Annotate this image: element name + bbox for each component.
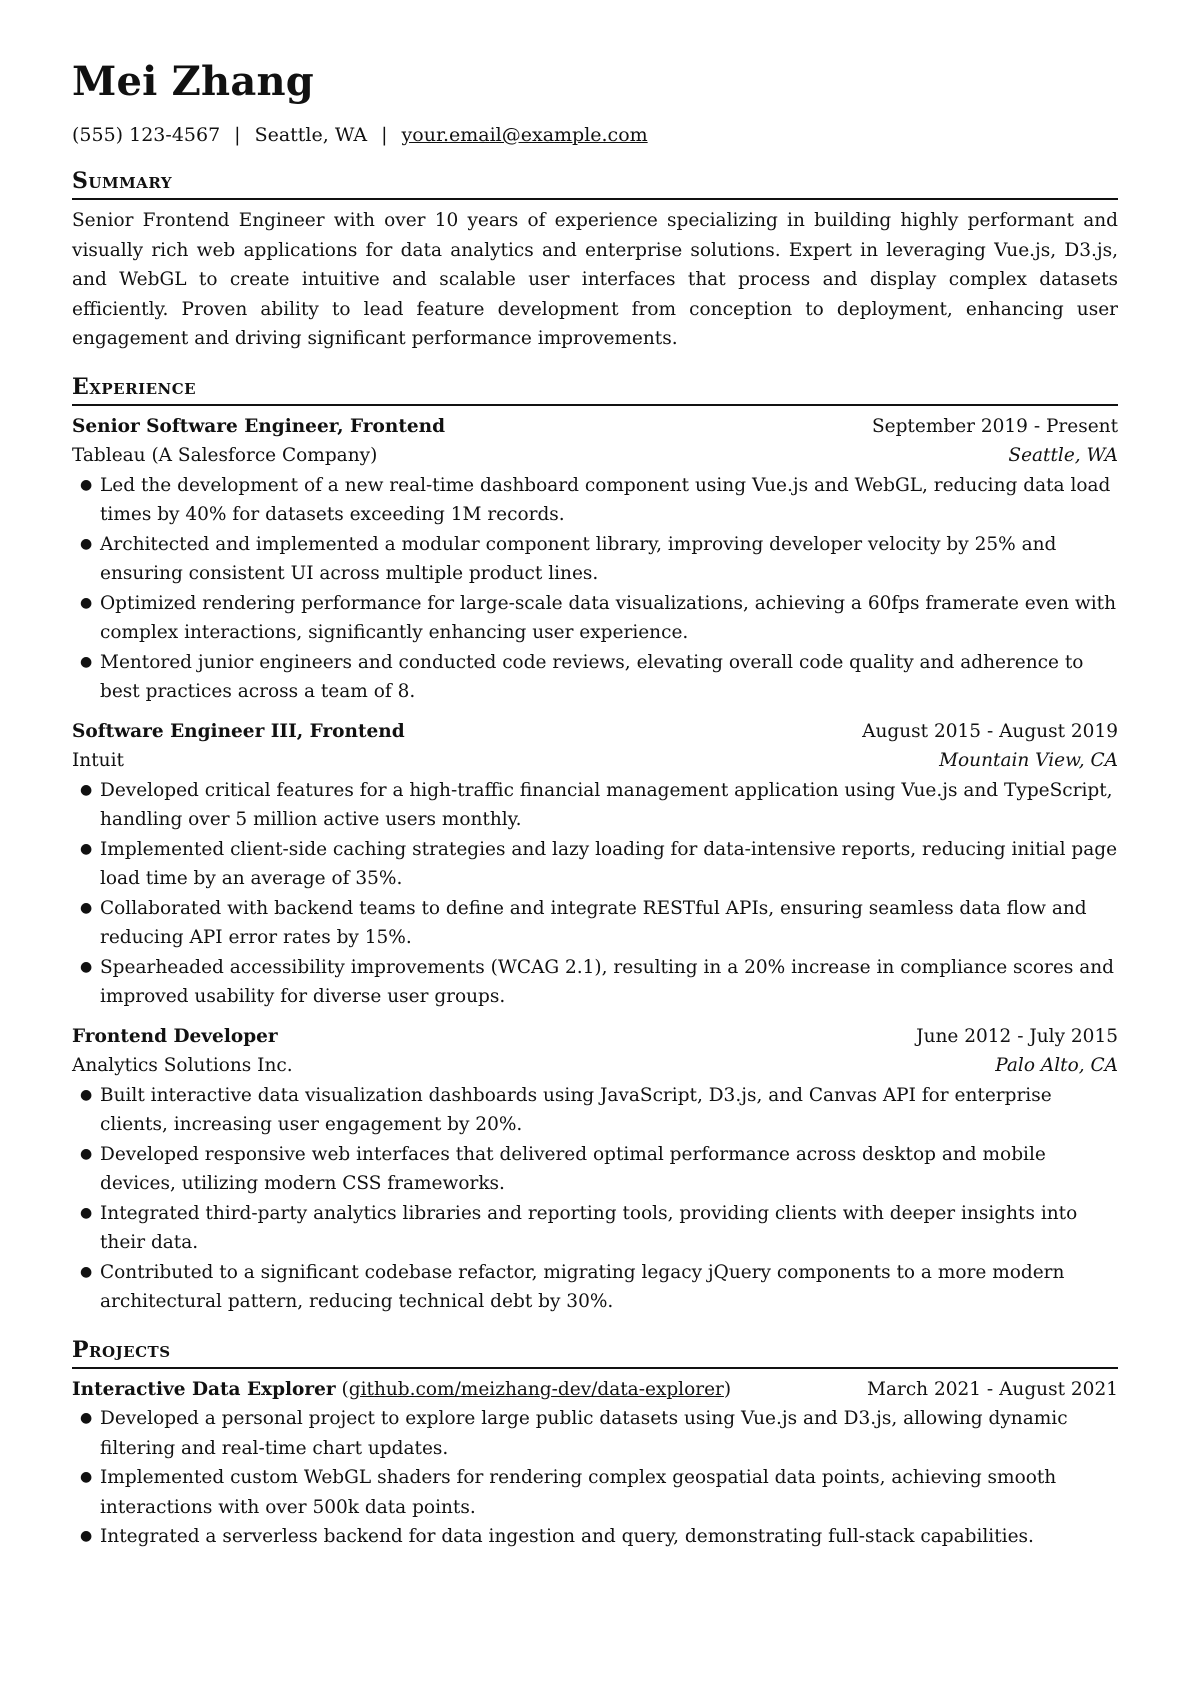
- job-location: Palo Alto, CA: [995, 1055, 1118, 1076]
- contact-separator: |: [234, 124, 241, 146]
- home-location: Seattle, WA: [254, 124, 368, 146]
- bullet-item: ● Spearheaded accessibility improvements (WCAG 2.1), resulting in a 20% increase in compliance scores and improved usability for diverse user groups.: [72, 953, 1118, 1012]
- bullet-dot-icon: ●: [80, 1086, 93, 1103]
- job-dates: August 2015 - August 2019: [862, 720, 1118, 742]
- project-repo-link[interactable]: github.com/meizhang-dev/data-explorer: [348, 1378, 724, 1400]
- bullet-item: ● Implemented client-side caching strategies and lazy loading for data-intensive reports, reducing initial page load time by an average of 35%.: [72, 835, 1118, 894]
- project-entry: [72, 1375, 1118, 1552]
- bullet-item: ● Collaborated with backend teams to define and integrate RESTful APIs, ensuring seamless data flow and reducing API error rates by 15%.: [72, 894, 1118, 953]
- job-location: Mountain View, CA: [939, 750, 1118, 771]
- bullet-dot-icon: ●: [80, 535, 93, 552]
- project-link-close-paren: ): [723, 1378, 732, 1400]
- bullet-dot-icon: ●: [80, 594, 93, 611]
- project-title: Interactive Data Explorer: [72, 1378, 336, 1400]
- contact-separator: |: [381, 124, 388, 146]
- job-bullets: [72, 776, 1118, 1012]
- bullet-dot-icon: ●: [80, 1410, 93, 1426]
- resume-header: [72, 56, 1118, 148]
- bullet-item: ● Built interactive data visualization dashboards using JavaScript, D3.js, and Canvas API for enterprise clients, increasing user engagement by 20%.: [72, 1081, 1118, 1140]
- job-dates: September 2019 - Present: [871, 415, 1118, 437]
- projects-section: [72, 1335, 1118, 1552]
- experience-section: [72, 372, 1118, 1317]
- bullet-dot-icon: ●: [80, 781, 93, 798]
- bullet-dot-icon: ●: [80, 1204, 93, 1221]
- bullet-dot-icon: ●: [80, 1528, 93, 1544]
- company-name: Intuit: [72, 750, 124, 771]
- bullet-item: ● Optimized rendering performance for large-scale data visualizations, achieving a 60fps framerate even with complex interactions, significantly enhancing user experience.: [72, 589, 1118, 648]
- bullet-item: ● Developed critical features for a high-traffic financial management application using Vue.js and TypeScript, handling over 5 million active users monthly.: [72, 776, 1118, 835]
- bullet-item: ● Developed responsive web interfaces that delivered optimal performance across desktop and mobile devices, utilizing modern CSS frameworks.: [72, 1140, 1118, 1199]
- project-heading: [72, 1375, 731, 1405]
- email-link[interactable]: your.email@example.com: [401, 124, 648, 146]
- bullet-item: ● Integrated a serverless backend for data ingestion and query, demonstrating full-stack capabilities.: [72, 1522, 1118, 1552]
- bullet-item: ● Implemented custom WebGL shaders for rendering complex geospatial data points, achieving smooth interactions with over 500k data points.: [72, 1463, 1118, 1522]
- bullet-item: ● Contributed to a significant codebase refactor, migrating legacy jQuery components to a more modern architectural pattern, reducing technical debt by 30%.: [72, 1258, 1118, 1317]
- job-location: Seattle, WA: [1008, 445, 1118, 466]
- project-bullets: [72, 1404, 1118, 1552]
- bullet-dot-icon: ●: [80, 476, 93, 493]
- job-title: Senior Software Engineer, Frontend: [72, 415, 446, 437]
- summary-text: Senior Frontend Engineer with over 10 years of experience specializing in building highly performant and visually rich web applications for data analytics and enterprise solutions. Expert in leveraging Vue.js, D3.js, and WebGL to create intuitive and scalable user interfaces that process and display complex datasets efficiently. Proven ability to lead feature development from conception to deployment, enhancing user engagement and driving significant performance improvements.: [72, 210, 1118, 349]
- job-title: Frontend Developer: [72, 1025, 278, 1047]
- phone-number: (555) 123-4567: [72, 124, 221, 146]
- section-heading-summary: Summary: [72, 166, 1118, 200]
- job-entry: [72, 412, 1118, 707]
- job-entry: [72, 717, 1118, 1012]
- bullet-item: ● Mentored junior engineers and conducted code reviews, elevating overall code quality and adherence to best practices across a team of 8.: [72, 648, 1118, 707]
- bullet-item: ● Led the development of a new real-time dashboard component using Vue.js and WebGL, reducing data load times by 40% for datasets exceeding 1M records.: [72, 471, 1118, 530]
- job-title: Software Engineer III, Frontend: [72, 720, 405, 742]
- project-dates: March 2021 - August 2021: [867, 1378, 1118, 1400]
- bullet-dot-icon: ●: [80, 1145, 93, 1162]
- contact-line: [72, 122, 1118, 148]
- company-name: Tableau (A Salesforce Company): [72, 445, 378, 466]
- bullet-dot-icon: ●: [80, 653, 93, 670]
- candidate-name: Mei Zhang: [72, 58, 314, 105]
- job-bullets: [72, 1081, 1118, 1317]
- bullet-dot-icon: ●: [80, 958, 93, 975]
- bullet-dot-icon: ●: [80, 899, 93, 916]
- bullet-item: ● Integrated third-party analytics libraries and reporting tools, providing clients with deeper insights into their data.: [72, 1199, 1118, 1258]
- job-entry: [72, 1022, 1118, 1317]
- section-heading-projects: Projects: [72, 1335, 1118, 1369]
- bullet-dot-icon: ●: [80, 1469, 93, 1485]
- summary-section: [72, 166, 1118, 354]
- bullet-item: ● Architected and implemented a modular component library, improving developer velocity by 25% and ensuring consistent UI across multiple product lines.: [72, 530, 1118, 589]
- bullet-dot-icon: ●: [80, 840, 93, 857]
- bullet-dot-icon: ●: [80, 1263, 93, 1280]
- section-heading-experience: Experience: [72, 372, 1118, 406]
- job-dates: June 2012 - July 2015: [916, 1025, 1118, 1047]
- company-name: Analytics Solutions Inc.: [72, 1055, 293, 1076]
- project-link-open-paren: (: [341, 1378, 349, 1400]
- job-bullets: [72, 471, 1118, 707]
- bullet-item: ● Developed a personal project to explore large public datasets using Vue.js and D3.js, allowing dynamic filtering and real-time chart updates.: [72, 1404, 1118, 1463]
